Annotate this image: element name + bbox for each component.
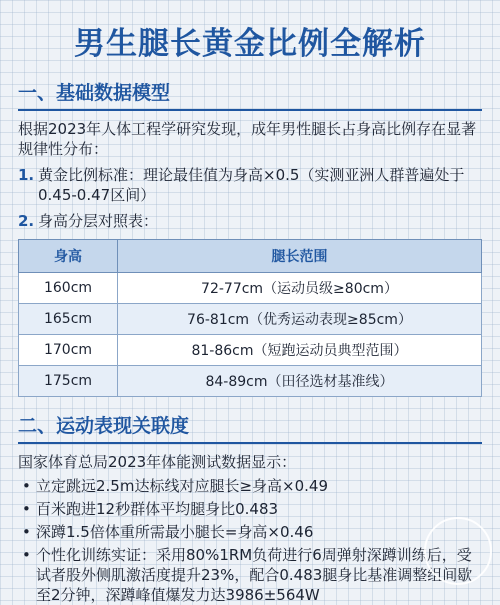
- section-heading-performance: 二、运动表现关联度: [18, 413, 482, 444]
- table-cell-height: 160cm: [19, 273, 118, 304]
- table-cell-range: 81-86cm（短跑运动员典型范围）: [118, 335, 482, 366]
- list-number: 2.: [18, 212, 35, 230]
- list-item: [18, 545, 482, 605]
- table-cell-range: 84-89cm（田径选材基准线）: [118, 366, 482, 397]
- column-header-leg-range: 腿长范围: [118, 240, 482, 273]
- page-title: 男生腿长黄金比例全解析: [74, 26, 426, 62]
- bullet-text: 深蹲1.5倍体重所需最小腿长=身高×0.46: [36, 523, 314, 541]
- table-cell-height: 170cm: [19, 335, 118, 366]
- bullet-text: 百米跑进12秒群体平均腿身比0.483: [36, 500, 279, 518]
- table-cell-range: 76-81cm（优秀运动表现≥85cm）: [118, 304, 482, 335]
- height-leg-table: [18, 239, 482, 397]
- column-header-height: 身高: [19, 240, 118, 273]
- section2-intro: 国家体育总局2023年体能测试数据显示：: [18, 453, 297, 471]
- list-item: [18, 165, 482, 205]
- table-row: [19, 304, 482, 335]
- watermark-circle-icon: [424, 517, 492, 585]
- bullet-text: 立定跳远2.5m达标线对应腿长≥身高×0.49: [36, 477, 329, 495]
- list-item: [18, 499, 482, 519]
- list-text: 身高分层对照表：: [38, 212, 159, 230]
- bullet-text: 个性化训练实证：采用80%1RM负荷进行6周弹射深蹲训练后，受试者股外侧肌激活度提升23%，配合0.483腿身比基准调整组间歇至2分钟，深蹲峰值爆发力达3986±564W: [36, 546, 473, 604]
- section-heading-basic-model: 一、基础数据模型: [18, 80, 482, 111]
- table-cell-height: 165cm: [19, 304, 118, 335]
- table-row: [19, 335, 482, 366]
- bullet-dot-icon: •: [22, 546, 31, 564]
- table-header-row: [19, 240, 482, 273]
- bullet-dot-icon: •: [22, 523, 31, 541]
- bullet-list: [18, 476, 482, 605]
- list-item: [18, 476, 482, 496]
- list-text: 黄金比例标准：理论最佳值为身高×0.5（实测亚洲人群普遍处于0.45-0.47区间）: [38, 166, 465, 204]
- section1-intro: 根据2023年人体工程学研究发现，成年男性腿长占身高比例存在显著规律性分布：: [18, 120, 477, 158]
- table-cell-height: 175cm: [19, 366, 118, 397]
- table-row: [19, 366, 482, 397]
- table-cell-range: 72-77cm（运动员级≥80cm）: [118, 273, 482, 304]
- table-row: [19, 273, 482, 304]
- list-item: [18, 211, 482, 231]
- list-item: [18, 522, 482, 542]
- bullet-dot-icon: •: [22, 500, 31, 518]
- list-number: 1.: [18, 166, 35, 184]
- bullet-dot-icon: •: [22, 477, 31, 495]
